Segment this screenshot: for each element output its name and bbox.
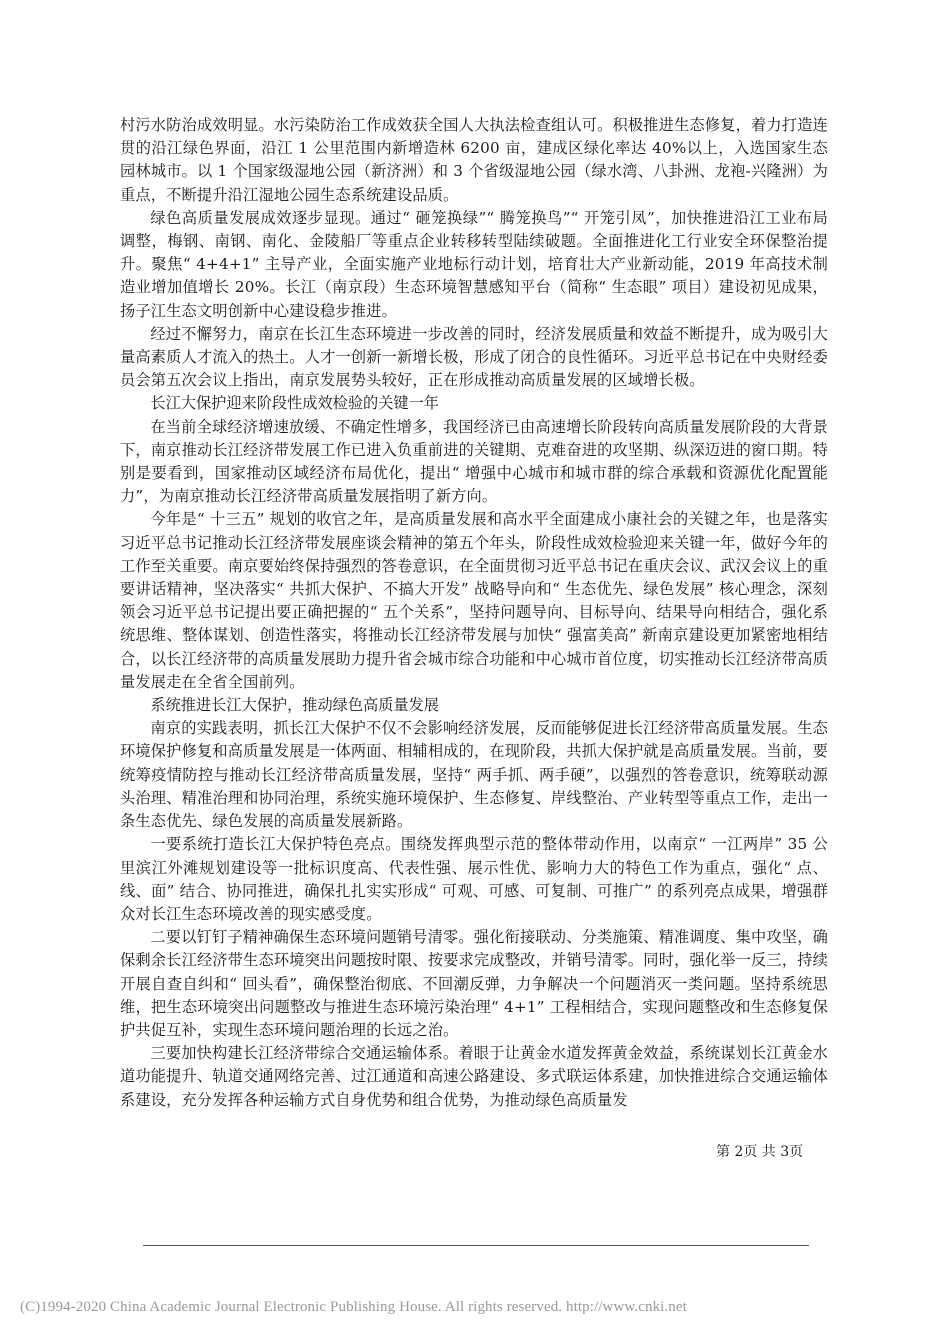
copyright-notice: (C)1994-2020 China Academic Journal Electronic Publishing House. All rights reserved. http://www.cnki.net — [20, 1299, 687, 1315]
paragraph-thirteenth-five-year: 今年是“ 十三五” 规划的收官之年，是高质量发展和高水平全面建成小康社会的关键之年，也是落实习近平总书记推动长江经济带发展座谈会精神的第五个年头，阶段性成效检验迎来关键一年，做好今年的工作至关重要。南京要始终保持强烈的答卷意识，在全面贯彻习近平总书记在重庆会议、武汉会议上的重要讲话精神，坚决落实“ 共抓大保护、不搞大开发” 战略导向和“ 生态优先、绿色发展” 核心理念，深刻领会习近平总书记提出要正确把握的“ 五个关系”，坚持问题导向、目标导向、结果导向相结合，强化系统思维、整体谋划、创造性落实，将推动长江经济带发展与加快“ 强富美高” 新南京建设更加紧密地相结合，以长江经济带的高质量发展助力提升省会城市综合功能和中心城市首位度，切实推动长江经济带高质量发展走在全省全国前列。 — [120, 510, 828, 691]
paragraph-practice: 南京的实践表明，抓长江大保护不仅不会影响经济发展，反而能够促进长江经济带高质量发展。生态环境保护修复和高质量发展是一体两面、相辅相成的，在现阶段，共抓大保护就是高质量发展。当前，要统筹疫情防控与推动长江经济带高质量发展，坚持“ 两手抓、两手硬”，以强烈的答卷意识，统筹联动源头治理、精准治理和协同治理，系统实施环境保护、生态修复、岸线整治、产业转型等重点工作，走出一条生态优先、绿色发展的高质量发展新路。 — [120, 719, 828, 831]
section-heading-key-year: 长江大保护迎来阶段性成效检验的关键一年 — [150, 394, 439, 413]
article-body — [120, 114, 828, 1112]
paragraph-green-development: 绿色高质量发展成效逐步显现。通过“ 砸笼换绿”“ 腾笼换鸟”“ 开笼引凤”，加快推进沿江工业布局调整，梅钢、南钢、南化、金陵船厂等重点企业转移转型陆续破题。全面推进化工行业安全环保整治提升。聚焦“ 4+4+1” 主导产业，全面实施产业地标行动计划，培育壮大产业新动能，2019 年高技术制造业增加值增长 20%。长江（南京段）生态环境智慧感知平台（简称“ 生态眼” 项目）建设初见成果，扬子江生态文明创新中心建设稳步推进。 — [120, 208, 828, 320]
section-heading-systematic-protection: 系统推进长江大保护，推动绿色高质量发展 — [150, 696, 439, 715]
footer-divider — [143, 1245, 809, 1246]
page-number: 第 2页 共 3页 — [716, 1144, 804, 1160]
paragraph-economic-context: 在当前全球经济增速放缓、不确定性增多，我国经济已由高速增长阶段转向高质量发展阶段的大背景下，南京推动长江经济带发展工作已进入负重前进的关键期、克难奋进的攻坚期、纵深迈进的窗口期。特别是要看到，国家推动区域经济布局优化，提出“ 增强中心城市和城市群的综合承载和资源优化配置能力”，为南京推动长江经济带高质量发展指明了新方向。 — [120, 417, 828, 506]
paragraph-wetland: 村污水防治成效明显。水污染防治工作成效获全国人大执法检查组认可。积极推进生态修复，着力打造连贯的沿江绿色界面，沿江 1 公里范围内新增造林 6200 亩，建成区绿化率达 40%以上，入选国家生态园林城市。以 1 个国家级湿地公园（新济洲）和 3 个省级湿地公园（绿水湾、八卦洲、龙袍-兴隆洲）为重点，不断提升沿江湿地公园生态系统建设品质。 — [120, 116, 828, 204]
paragraph-point-three: 三要加快构建长江经济带综合交通运输体系。着眼于让黄金水道发挥黄金效益，系统谋划长江黄金水道功能提升、轨道交通网络完善、过江通道和高速公路建设、多式联运体系建，加快推进综合交通运输体系建设，充分发挥各种运输方式自身优势和组合优势，为推动绿色高质量发 — [120, 1044, 828, 1109]
paragraph-point-two: 二要以钉钉子精神确保生态环境问题销号清零。强化衔接联动、分类施策、精准调度、集中攻坚，确保剩余长江经济带生态环境突出问题按时限、按要求完成整改，并销号清零。同时，强化举一反三，持续开展自查自纠和“ 回头看”，确保整治彻底、不回潮反弹，力争解决一个问题消灭一类问题。坚持系统思维，把生态环境突出问题整改与推进生态环境污染治理“ 4+1” 工程相结合，实现问题整改和生态修复保护共促互补，实现生态环境问题治理的长远之治。 — [120, 928, 828, 1039]
paragraph-growth-pole: 经过不懈努力，南京在长江生态环境进一步改善的同时，经济发展质量和效益不断提升，成为吸引大量高素质人才流入的热土。人才一创新一新增长极，形成了闭合的良性循环。习近平总书记在中央财经委员会第五次会议上指出，南京发展势头较好，正在形成推动高质量发展的区域增长极。 — [120, 324, 828, 390]
paragraph-point-one: 一要系统打造长江大保护特色亮点。围绕发挥典型示范的整体带动作用，以南京“ 一江两岸” 35 公里滨江外滩规划建设等一批标识度高、代表性强、展示性优、影响力大的特色工作为重点，强化“ 点、线、面” 结合、协同推进，确保扎扎实实形成“ 可观、可感、可复制、可推广” 的系列亮点成果，增强群众对长江生态环境改善的现实感受度。 — [120, 835, 828, 923]
